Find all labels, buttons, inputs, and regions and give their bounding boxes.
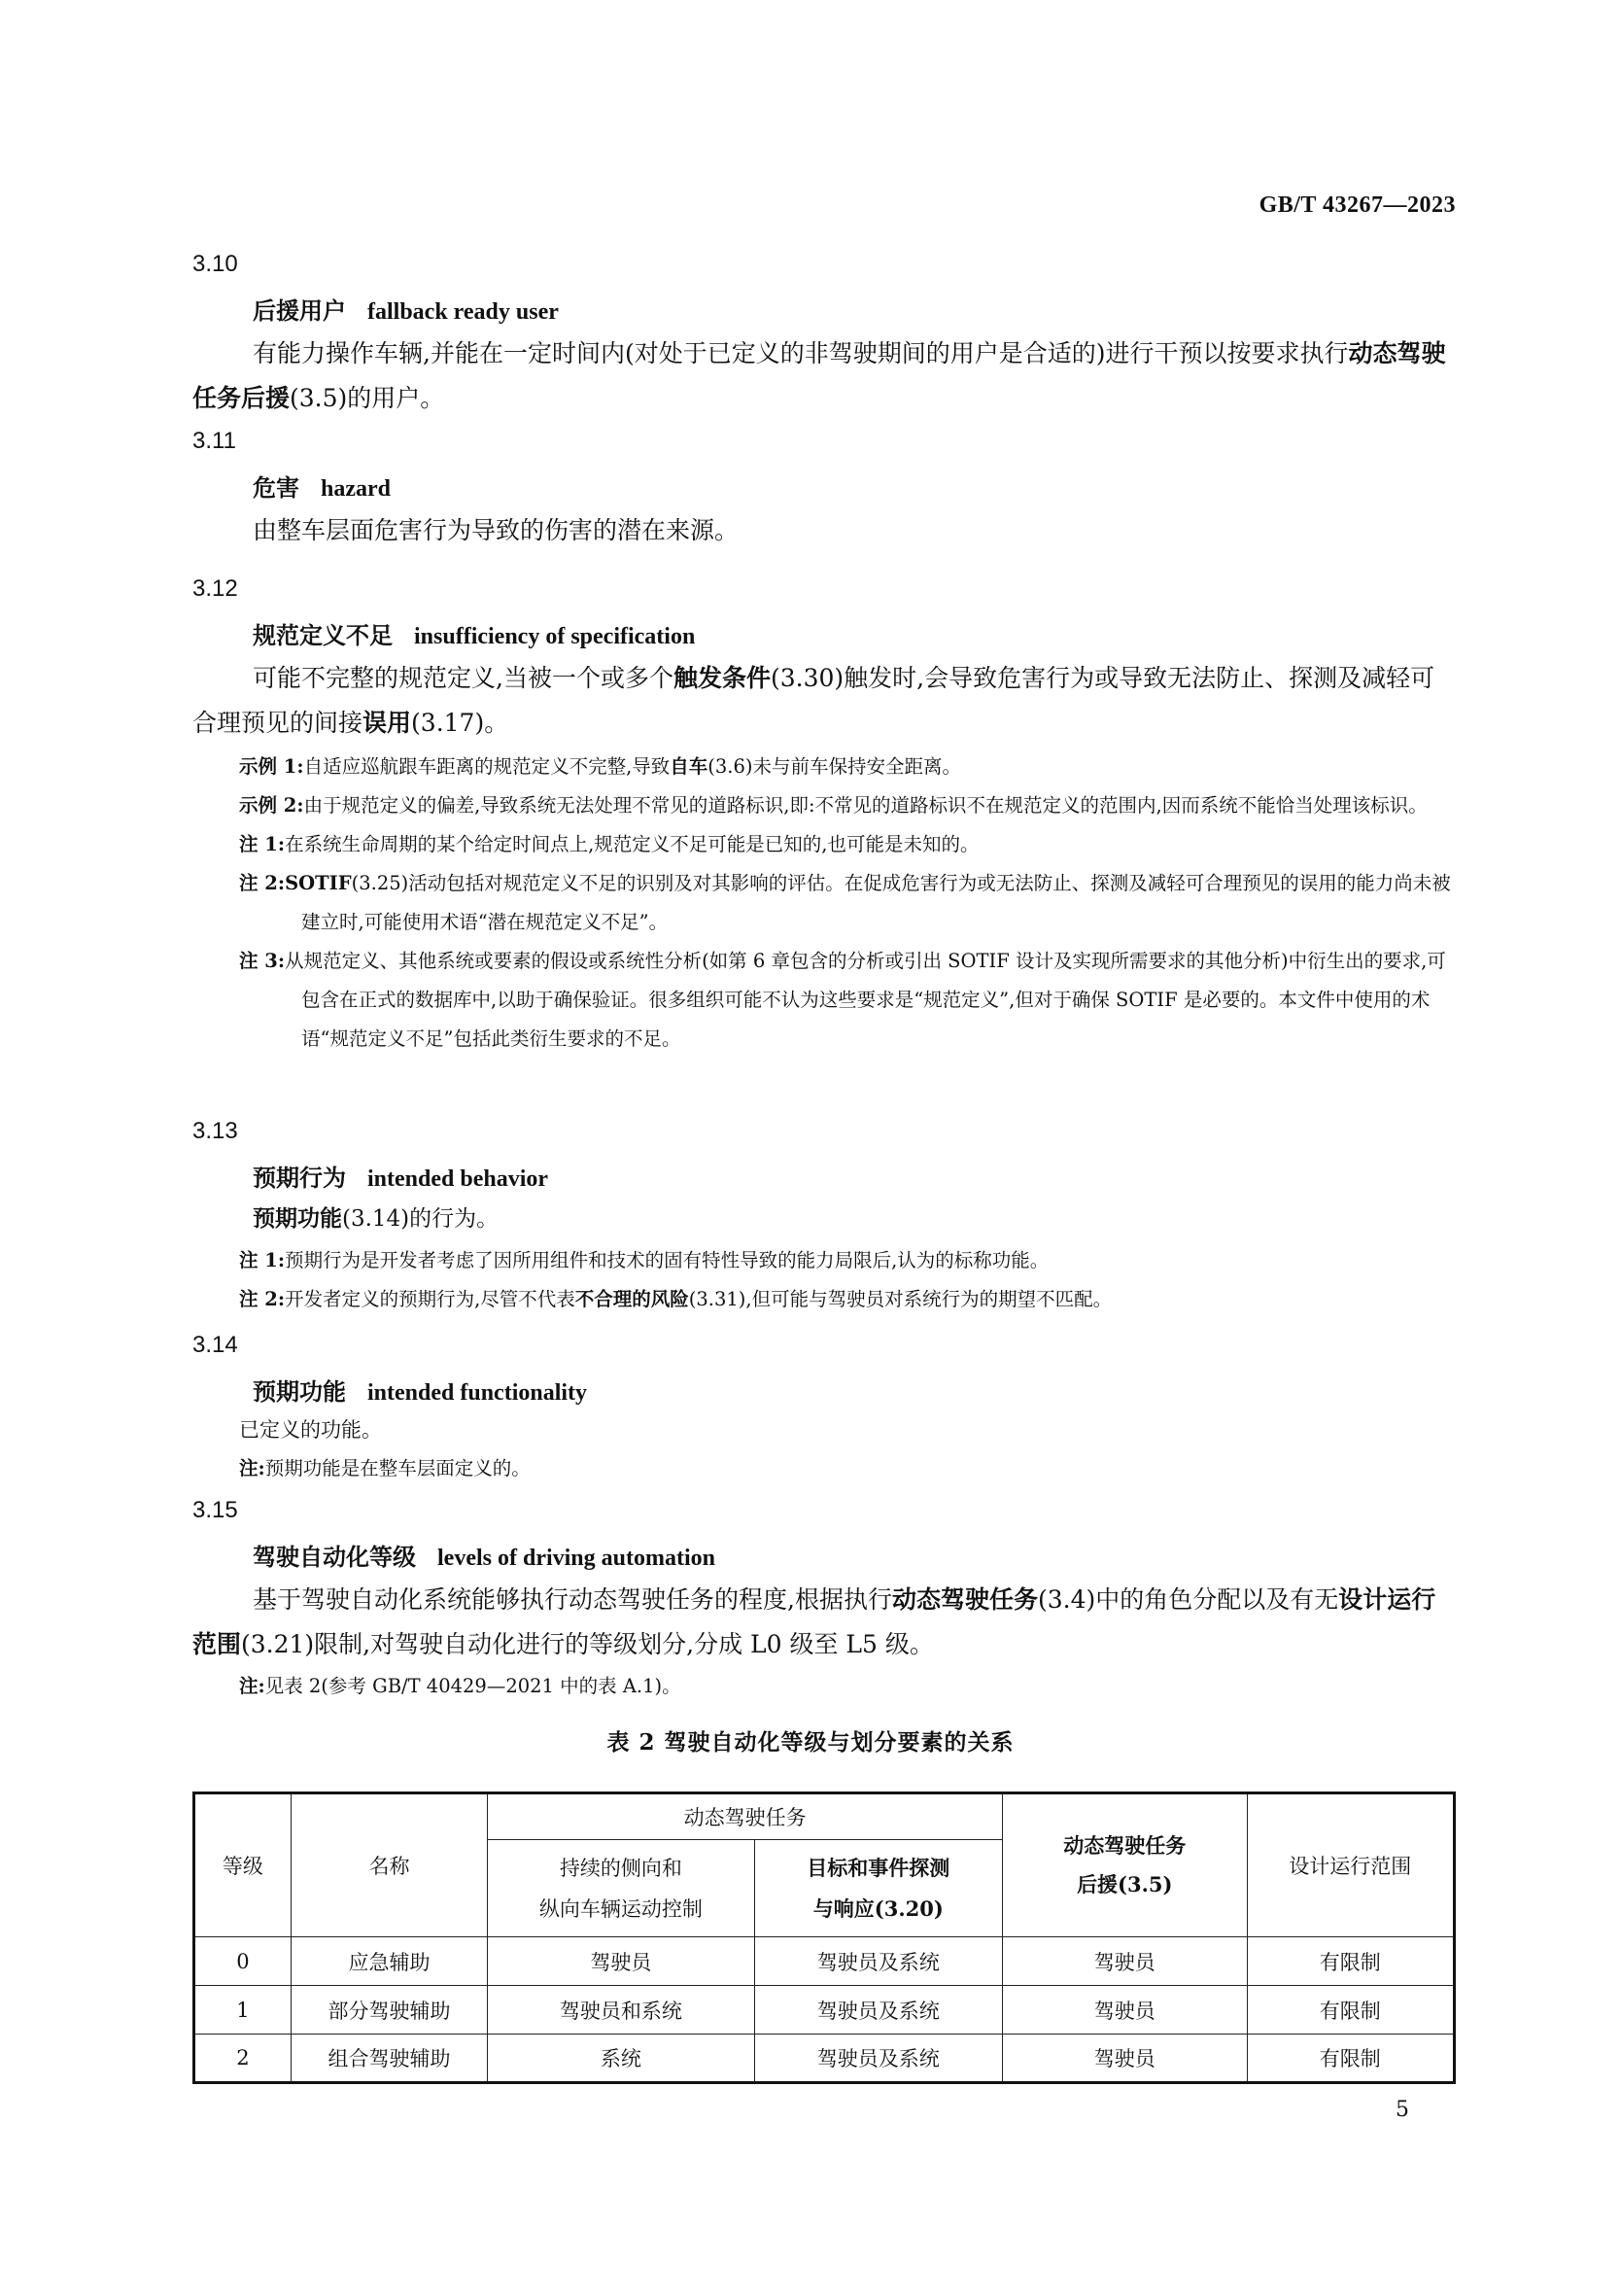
levels-table — [192, 1792, 1456, 2084]
entry-term — [192, 616, 1456, 650]
header-oedr — [754, 1840, 1002, 1937]
definition-text: (3.17)。 — [411, 709, 509, 737]
standard-code: GB/T 43267—2023 — [1259, 192, 1456, 218]
header-fallback-line: 后援(3.5) — [1077, 1872, 1173, 1896]
term-zh: 危害 — [253, 473, 299, 502]
cell-fallback: 驾驶员 — [1003, 1937, 1247, 1986]
entry-definition — [192, 331, 1456, 421]
term-en: fallback ready user — [367, 299, 559, 325]
note — [192, 1667, 1456, 1706]
definition-term-ref: 预期功能 — [253, 1205, 342, 1232]
entry-3-12 — [192, 575, 1456, 1059]
entry-term — [192, 1373, 1456, 1407]
entry-3-13 — [192, 1118, 1456, 1319]
example-1 — [192, 748, 1456, 786]
note-label: 注 2: — [239, 1288, 286, 1310]
note — [192, 1449, 1456, 1488]
cell-control: 驾驶员 — [488, 1937, 754, 1986]
definition-text: (3.4)中的角色分配以及有无 — [1037, 1585, 1339, 1614]
entry-number: 3.15 — [192, 1497, 238, 1523]
note-term-ref: 不合理的风险 — [574, 1288, 689, 1310]
definition-term-ref: 误用 — [362, 709, 412, 737]
entry-3-15 — [192, 1497, 1456, 1706]
note-text: 预期行为是开发者考虑了因所用组件和技术的固有特性导致的能力局限后,认为的标称功能。 — [285, 1249, 1050, 1271]
example-2 — [192, 786, 1456, 825]
term-en: intended behavior — [367, 1166, 549, 1192]
header-control-line: 纵向车辆运动控制 — [538, 1896, 703, 1921]
note-label: 注: — [239, 1675, 265, 1697]
cell-level: 0 — [194, 1937, 292, 1986]
note-3 — [192, 942, 1456, 1059]
entry-number: 3.13 — [192, 1118, 238, 1144]
note-label: 注 3: — [239, 950, 286, 972]
cell-level: 2 — [194, 2035, 292, 2083]
table-row — [194, 1986, 1455, 2035]
header-fallback — [1003, 1793, 1247, 1937]
note-label: 注: — [239, 1457, 265, 1479]
note-term-ref: SOTIF — [285, 872, 352, 894]
example-text: 自适应巡航跟车距离的规范定义不完整,导致 — [303, 755, 671, 778]
term-zh: 规范定义不足 — [253, 621, 393, 649]
example-text: 由于规范定义的偏差,导致系统无法处理不常见的道路标识,即:不常见的道路标识不在规范定义的范围内,因而系统不能恰当处理该标识。 — [303, 794, 1428, 817]
cell-fallback: 驾驶员 — [1003, 2035, 1247, 2083]
definition-text: 有能力操作车辆,并能在一定时间内(对处于已定义的非驾驶期间的用户是合适的)进行干预以按要求执行 — [253, 339, 1349, 367]
note-2 — [192, 1280, 1456, 1319]
cell-name: 组合驾驶辅助 — [291, 2035, 487, 2083]
term-en: hazard — [321, 476, 391, 502]
table-title: 表 2 驾驶自动化等级与划分要素的关系 — [606, 1729, 1015, 1756]
entry-number: 3.14 — [192, 1332, 238, 1358]
cell-oedr: 驾驶员及系统 — [754, 1986, 1002, 2035]
definition-text: (3.30)触发时,会导致危害行为或导致无法防止、探测及减轻可合理预见的间接 — [192, 664, 1435, 737]
note-text: 开发者定义的预期行为,尽管不代表 — [285, 1288, 575, 1310]
definition-text: (3.5)的用户。 — [290, 384, 445, 412]
cell-odd: 有限制 — [1247, 1937, 1455, 1986]
entry-3-11 — [192, 428, 1456, 553]
cell-control: 系统 — [488, 2035, 754, 2083]
term-en: levels of driving automation — [437, 1546, 715, 1571]
header-fallback-line: 动态驾驶任务 — [1063, 1833, 1187, 1858]
header-oedr-line: 目标和事件探测 — [807, 1855, 950, 1880]
definition-term-ref: 触发条件 — [673, 664, 771, 692]
note-text: (3.31),但可能与驾驶员对系统行为的期望不匹配。 — [688, 1288, 1113, 1310]
cell-odd: 有限制 — [1247, 2035, 1455, 2083]
entry-term — [192, 292, 1456, 326]
entry-3-14 — [192, 1332, 1456, 1488]
term-en: insufficiency of specification — [414, 624, 696, 649]
note-1 — [192, 1241, 1456, 1280]
entry-definition: 已定义的功能。 — [239, 1418, 382, 1442]
example-text: (3.6)未与前车保持安全距离。 — [707, 755, 962, 778]
entry-term — [192, 469, 1456, 503]
term-zh: 驾驶自动化等级 — [253, 1543, 416, 1571]
term-zh: 预期功能 — [253, 1377, 346, 1406]
entry-3-10 — [192, 251, 1456, 421]
entry-definition — [192, 1578, 1456, 1667]
entry-number: 3.10 — [192, 251, 238, 277]
header-control — [488, 1840, 754, 1937]
example-label: 示例 2: — [239, 794, 304, 817]
note-label: 注 2: — [239, 872, 286, 894]
cell-name: 部分驾驶辅助 — [291, 1986, 487, 2035]
note-label: 注 1: — [239, 833, 286, 855]
cell-oedr: 驾驶员及系统 — [754, 2035, 1002, 2083]
table-row — [194, 1937, 1455, 1986]
note-text: (3.25)活动包括对规范定义不足的识别及对其影响的评估。在促成危害行为或无法防止、探测及减轻可合理预见的误用的能力尚未被建立时,可能使用术语“潜在规范定义不足”。 — [301, 872, 1451, 933]
definition-text: (3.14)的行为。 — [342, 1206, 500, 1232]
header-level: 等级 — [194, 1793, 292, 1937]
header-odd: 设计运行范围 — [1247, 1793, 1455, 1937]
definition-term-ref: 动态驾驶任务 — [891, 1585, 1038, 1614]
note-text: 预期功能是在整车层面定义的。 — [264, 1457, 531, 1479]
table-header-row — [194, 1793, 1455, 1840]
cell-control: 驾驶员和系统 — [488, 1986, 754, 2035]
entry-definition: 由整车层面危害行为导致的伤害的潜在来源。 — [253, 516, 740, 544]
entry-number: 3.11 — [192, 428, 236, 454]
entry-term — [192, 1538, 1456, 1572]
note-2 — [192, 864, 1456, 942]
note-label: 注 1: — [239, 1249, 286, 1271]
header-name: 名称 — [291, 1793, 487, 1937]
entry-definition — [192, 1197, 1456, 1241]
example-label: 示例 1: — [239, 755, 304, 778]
cell-fallback: 驾驶员 — [1003, 1986, 1247, 2035]
entry-term — [192, 1159, 1456, 1193]
definition-text: 基于驾驶自动化系统能够执行动态驾驶任务的程度,根据执行 — [253, 1585, 892, 1614]
term-zh: 后援用户 — [253, 296, 346, 325]
entry-definition — [192, 656, 1456, 746]
note-1 — [192, 825, 1456, 864]
definition-term-ref: 设计运行范围 — [192, 1585, 1436, 1658]
term-en: intended functionality — [367, 1380, 588, 1406]
term-zh: 预期行为 — [253, 1164, 346, 1192]
header-ddt: 动态驾驶任务 — [488, 1793, 1003, 1840]
header-control-line: 持续的侧向和 — [559, 1856, 682, 1880]
definition-text: 可能不完整的规范定义,当被一个或多个 — [253, 664, 673, 692]
cell-oedr: 驾驶员及系统 — [754, 1937, 1002, 1986]
cell-name: 应急辅助 — [291, 1937, 487, 1986]
page-number: 5 — [1396, 2098, 1409, 2122]
definition-term-ref: 动态驾驶任务后援 — [192, 339, 1446, 412]
cell-odd: 有限制 — [1247, 1986, 1455, 2035]
entry-number: 3.12 — [192, 575, 238, 602]
table-row — [194, 2035, 1455, 2083]
cell-level: 1 — [194, 1986, 292, 2035]
note-text: 从规范定义、其他系统或要素的假设或系统性分析(如第 6 章包含的分析或引出 SOTIF 设计及实现所需要求的其他分析)中衍生出的要求,可包含在正式的数据库中,以助于确保验证。很多组织可能不认为这些要求是“规范定义”,但对于确保 SOTIF 是必要的。本文件中使用的术语“规范定义不足”包括此类衍生要求的不足。 — [285, 950, 1446, 1050]
note-text: 见表 2(参考 GB/T 40429—2021 中的表 A.1)。 — [264, 1675, 681, 1697]
example-term-ref: 自车 — [670, 755, 708, 778]
note-text: 在系统生命周期的某个给定时间点上,规范定义不足可能是已知的,也可能是未知的。 — [285, 833, 980, 855]
definition-text: (3.21)限制,对驾驶自动化进行的等级划分,分成 L0 级至 L5 级。 — [241, 1630, 934, 1658]
header-oedr-line: 与响应(3.20) — [812, 1896, 944, 1921]
